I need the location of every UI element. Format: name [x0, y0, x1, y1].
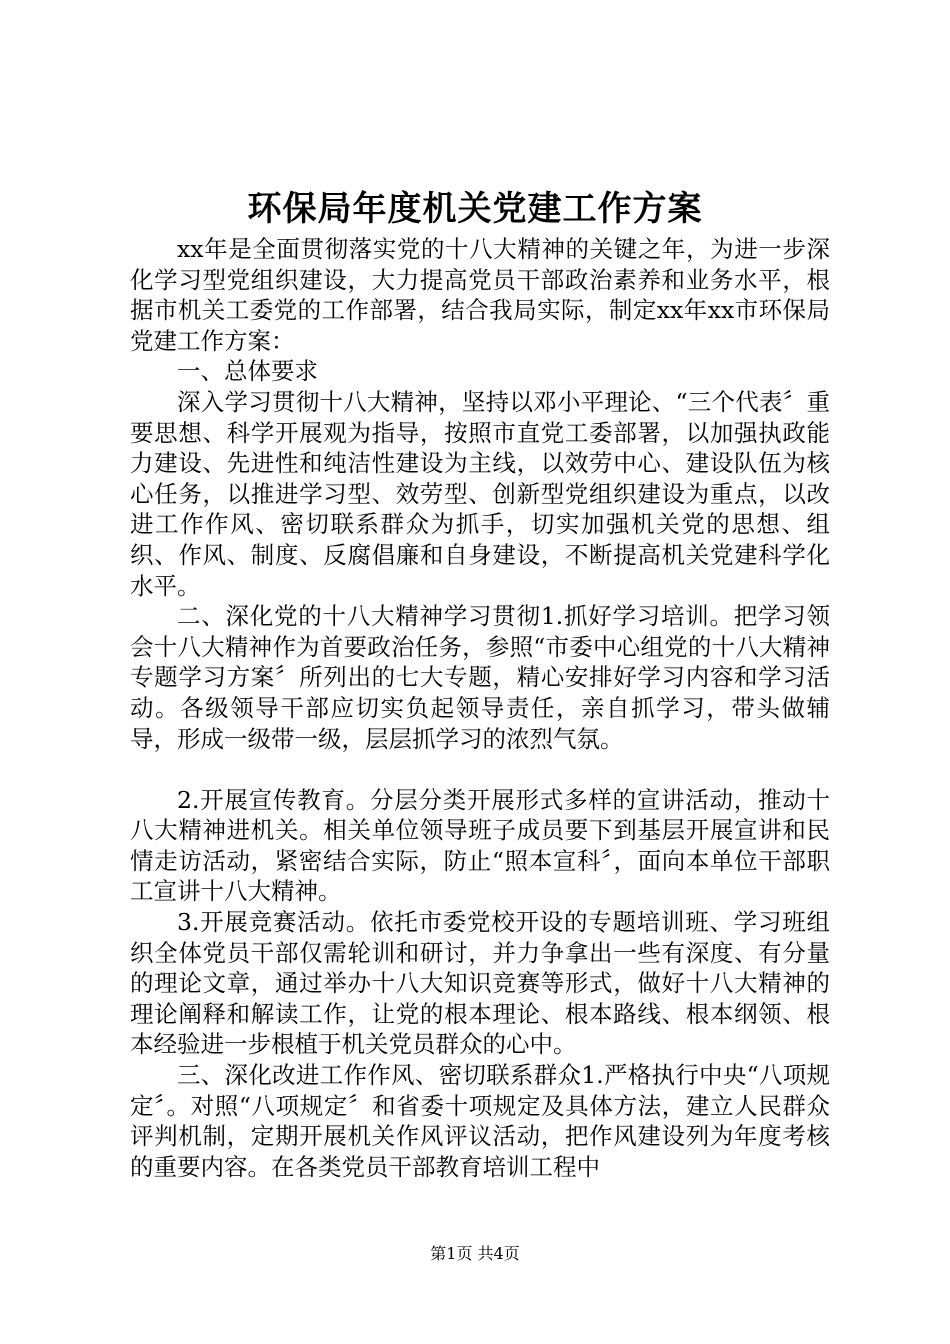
page-number: 第1页 共4页	[430, 1244, 520, 1263]
section-heading-general-requirements: 一、总体要求	[177, 357, 318, 386]
paragraph-item-3: 3.开展竞赛活动。依托市委党校开设的专题培训班、学习班组织全体党员干部仅需轮训和研讨，并力争拿出一些有深度、有分量的理论文章，通过举办十八大知识竞赛等形式，做好十八大精神的理论阐释和解读工作，让党的根本理论、根本路线、根本纲领、根本经验进一步根植于机关党员群众的心中。	[130, 908, 830, 1059]
paragraph-intro: xx年是全面贯彻落实党的十八大精神的关键之年，为进一步深化学习型党组织建设，大力提高党员干部政治素养和业务水平，根据市机关工委党的工作部署，结合我局实际，制定xx年xx市环保局党建工作方案：	[130, 235, 830, 355]
document-title: 环保局年度机关党建工作方案	[247, 189, 703, 229]
paragraph-general-requirements: 深入学习贯彻十八大精神，坚持以邓小平理论、“三个代表〞重要思想、科学开展观为指导，按照市直党工委部署，以加强执政能力建设、先进性和纯洁性建设为主线，以效劳中心、建设队伍为核心任务，以推进学习型、效劳型、创新型党组织建设为重点，以改进工作作风、密切联系群众为抓手，切实加强机关党的思想、组织、作风、制度、反腐倡廉和自身建设，不断提高机关党建科学化水平。	[130, 387, 830, 600]
paragraph-section-three: 三、深化改进工作作风、密切联系群众1.严格执行中央“八项规定〞。对照“八项规定〞和省委十项规定及具体方法，建立人民群众评判机制，定期开展机关作风评议活动，把作风建设列为年度考核的重要内容。在各类党员干部教育培训工程中	[130, 1061, 830, 1181]
paragraph-item-2: 2.开展宣传教育。分层分类开展形式多样的宣讲活动，推动十八大精神进机关。相关单位领导班子成员要下到基层开展宣讲和民情走访活动，紧密结合实际，防止“照本宣科〞，面向本单位干部职工宣讲十八大精神。	[130, 785, 830, 906]
paragraph-section-two: 二、深化党的十八大精神学习贯彻1.抓好学习培训。把学习领会十八大精神作为首要政治任务，参照“市委中心组党的十八大精神专题学习方案〞所列出的七大专题，精心安排好学习内容和学习活动。各级领导干部应切实负起领导责任，亲自抓学习，带头做辅导，形成一级带一级，层层抓学习的浓烈气氛。	[130, 602, 830, 753]
document-body	[130, 234, 830, 1182]
